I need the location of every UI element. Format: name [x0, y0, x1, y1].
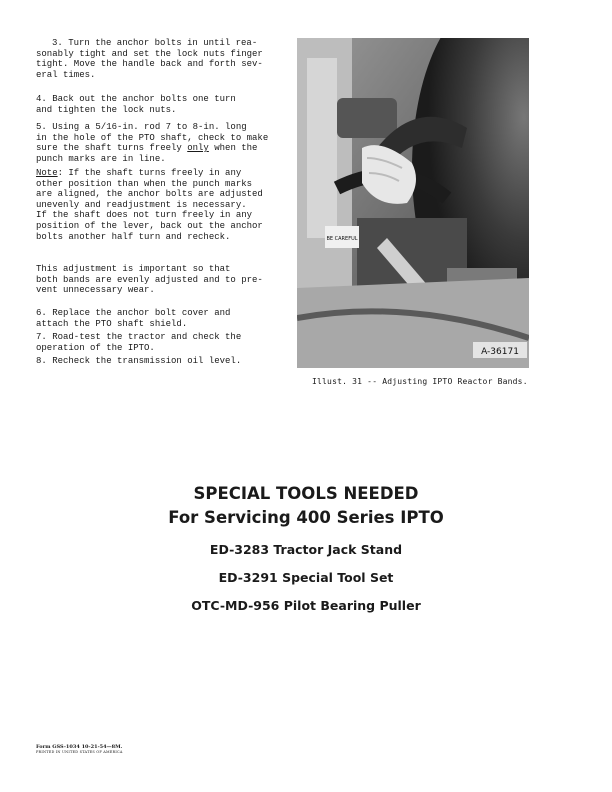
tool-item: ED-3291 Special Tool Set [218, 570, 394, 585]
form-number: Form GSS-1034 10-21-54—8M. [36, 744, 123, 750]
printed-notice: PRINTED IN UNITED STATES OF AMERICA [36, 750, 123, 754]
note-block [36, 168, 272, 264]
note-text: : If the shaft turns freely in any other position than when the punch marks are aligned, the anchor bolts are adjusted unevenly and readjustment is necessary. If the shaft does not turn freely in any position of the lever, back out the anchor bolts another half turn and recheck. [36, 168, 263, 242]
step-8: 8. Recheck the transmission oil level. [36, 356, 242, 366]
illustration-caption: Illust. 31 -- Adjusting IPTO Reactor Bands. [312, 377, 528, 386]
warning-sign-text: BE CAREFUL [326, 236, 358, 242]
step-4: 4. Back out the anchor bolts one turn and tighten the lock nuts. [36, 94, 236, 115]
tools-subheading: For Servicing 400 Series IPTO [168, 508, 444, 527]
note-label: Note [36, 168, 58, 178]
step-7: 7. Road-test the tractor and check the operation of the IPTO. [36, 332, 242, 353]
tractor-photo [297, 38, 529, 368]
step-5-emphasis: only [187, 143, 209, 154]
step-5 [36, 122, 272, 168]
step-3: 3. Turn the anchor bolts in until rea- sonably tight and set the lock nuts finger tight. Move the handle back and forth sev- eral times. [36, 38, 263, 80]
step-5-text-a: 5. Using a 5/16-in. rod 7 to 8-in. long in the hole of the PTO shaft, check to make sure the shaft turns freely [36, 122, 269, 154]
tool-item: OTC-MD-956 Pilot Bearing Puller [191, 598, 421, 613]
step-5-text-b: when the punch marks are in line. [36, 143, 258, 164]
photo-label: A-36171 [481, 347, 519, 357]
tools-heading: SPECIAL TOOLS NEEDED [193, 484, 419, 503]
adjustment-paragraph: This adjustment is important so that both bands are evenly adjusted and to pre- vent unnecessary wear. [36, 264, 263, 296]
step-6: 6. Replace the anchor bolt cover and attach the PTO shaft shield. [36, 308, 231, 329]
instructions-column [36, 38, 272, 367]
special-tools-section [0, 482, 612, 620]
form-footer [36, 744, 123, 754]
tool-item: ED-3283 Tractor Jack Stand [209, 542, 403, 557]
